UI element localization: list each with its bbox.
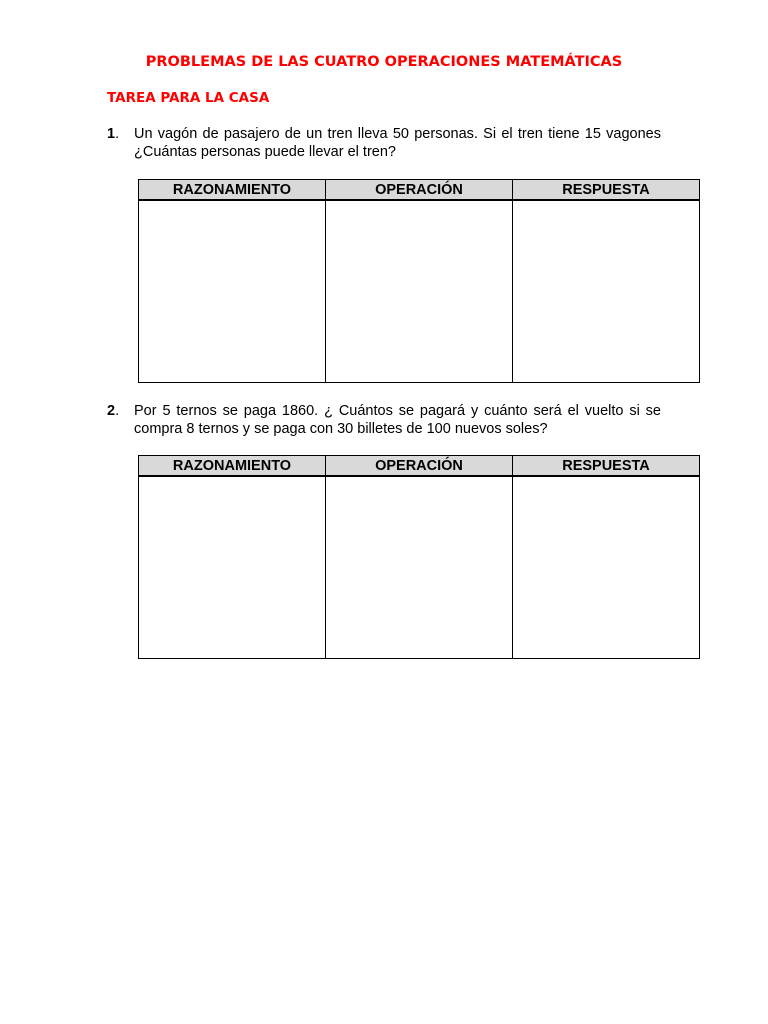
respuesta-cell[interactable] — [513, 476, 700, 659]
document-title: PROBLEMAS DE LAS CUATRO OPERACIONES MATEMÁTICAS — [145, 54, 623, 70]
header-respuesta: RESPUESTA — [513, 456, 700, 477]
header-operacion: OPERACIÓN — [326, 180, 513, 201]
problem-2 — [107, 402, 661, 438]
operacion-cell[interactable] — [326, 476, 513, 659]
header-razonamiento: RAZONAMIENTO — [139, 456, 326, 477]
answer-table-2 — [138, 455, 700, 659]
problem-1 — [107, 125, 661, 161]
razonamiento-cell[interactable] — [139, 476, 326, 659]
problem-text: Por 5 ternos se paga 1860. ¿ Cuántos se pagará y cuánto será el vuelto si se compra 8 ternos y se paga con 30 billetes de 100 nuevos soles? — [134, 403, 661, 437]
problem-text: Un vagón de pasajero de un tren lleva 50 personas. Si el tren tiene 15 vagones ¿Cuántas personas puede llevar el tren? — [134, 126, 661, 160]
respuesta-cell[interactable] — [513, 200, 700, 383]
problem-number: 1. — [107, 126, 120, 142]
header-operacion: OPERACIÓN — [326, 456, 513, 477]
problem-number: 2. — [107, 403, 120, 419]
table-header-row — [139, 180, 700, 201]
razonamiento-cell[interactable] — [139, 200, 326, 383]
table-row — [139, 476, 700, 659]
answer-table-1 — [138, 179, 700, 383]
table-row — [139, 200, 700, 383]
header-razonamiento: RAZONAMIENTO — [139, 180, 326, 201]
document-subtitle: TAREA PARA LA CASA — [107, 90, 270, 106]
operacion-cell[interactable] — [326, 200, 513, 383]
header-respuesta: RESPUESTA — [513, 180, 700, 201]
table-header-row — [139, 456, 700, 477]
